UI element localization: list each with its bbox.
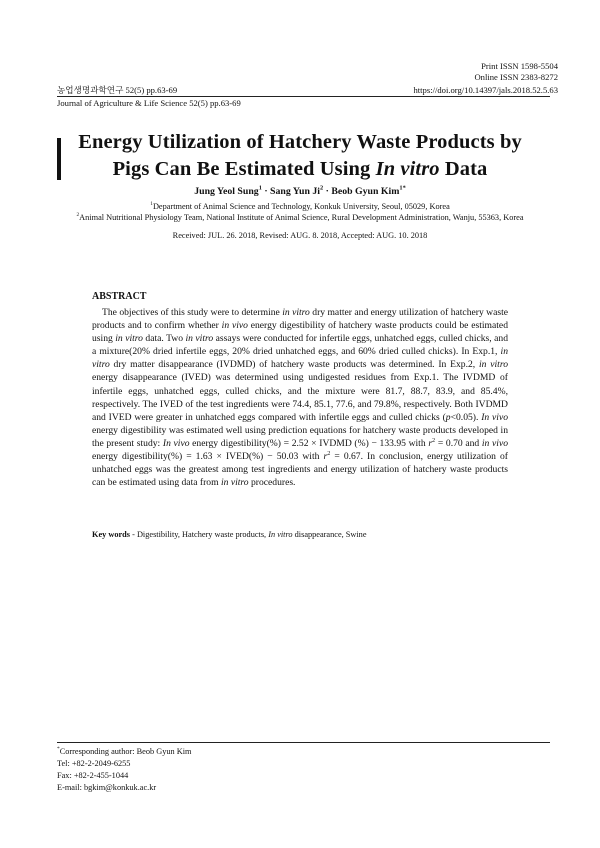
abstract-italic: in vitro (282, 307, 310, 318)
author-1: Jung Yeol Sung (194, 186, 259, 197)
author-3-affiliation: 1* (399, 184, 406, 192)
korean-journal-citation: 농업생명과학연구 52(5) pp.63-69 (57, 85, 178, 95)
corresponding-author (57, 746, 192, 757)
author-list (0, 186, 600, 197)
doi-link[interactable]: https://doi.org/10.14397/jals.2018.52.5.63 (413, 85, 558, 95)
keywords-italic: In vitro (268, 530, 293, 539)
abstract-italic: in vivo (221, 320, 248, 332)
abstract-text: energy digestibility(%) = 2.52 × IVDMD (%) − 133.95 with (189, 437, 429, 449)
keywords-label: Key words (92, 530, 131, 539)
affiliation-2 (20, 212, 580, 224)
header-rule (57, 96, 550, 97)
abstract-italic: in vitro (220, 477, 249, 489)
footnote-fax: Fax: +82-2-455-1044 (57, 771, 129, 780)
abstract-italic: in vitro (478, 359, 509, 371)
abstract-text: The objectives of this study were to determine (102, 307, 283, 318)
footnote-tel: Tel: +82-2-2049-6255 (57, 759, 131, 768)
received-dates: Received: JUL. 26. 2018, Revised: AUG. 8. 2018, Accepted: AUG. 10. 2018 (172, 231, 428, 240)
abstract-text: = 0.67. In conclusion, energy utilization of unhatched eggs was the greatest among test ingredients and energy utilization of hatchery waste products can be estimated using data from (92, 451, 508, 489)
abstract-italic: In vivo (481, 411, 509, 423)
author-3: Beob Gyun Kim (331, 186, 400, 197)
keywords (92, 530, 367, 539)
abstract-text: energy digestibility(%) = 1.63 × IVED(%) − 50.03 with (92, 451, 324, 463)
footnote-rule (57, 742, 550, 743)
abstract-text: energy digestibility was estimated well using prediction equations for hatchery waste products developed in the present study: (92, 424, 508, 449)
print-issn: Print ISSN 1598-5504 (481, 61, 558, 71)
abstract-italic: r (323, 451, 328, 463)
keywords-text: disappearance, Swine (292, 530, 367, 539)
author-separator: · (261, 186, 271, 197)
english-journal-citation: Journal of Agriculture & Life Science 52(5) pp.63-69 (57, 98, 241, 108)
title-line-2-italic: In vitro (375, 158, 440, 180)
abstract-text: data. Two (142, 333, 186, 345)
paper-title (70, 129, 530, 183)
abstract-text: dry matter and energy utilization of hatchery waste products and to confirm whether (92, 307, 508, 332)
abstract-italic: r (428, 437, 433, 449)
abstract-text: energy disappearance (IVED) was determined using undigested residues from Exp.1. The IVDMD of infertile eggs, unhatched eggs, culled chicks, and the mixture were 81.7, 88.7, 83.9, and 85.4%, respectively. The IVED of the test ingredients were 74.4, 85.1, 77.6, and 79.8%, respectively. Both IVDMD and IVED were greater in unhatched eggs compared with infertile eggs and culled chicks ( (92, 372, 508, 423)
footnote-email[interactable]: E-mail: bgkim@konkuk.ac.kr (57, 783, 157, 792)
title-line-2 (70, 156, 530, 183)
abstract-italic: in vitro (185, 333, 214, 345)
abstract-text: = 0.70 and (435, 437, 482, 449)
affiliation-2-text: Animal Nutritional Physiology Team, National Institute of Animal Science, Rural Development Administration, Wanju, 55363, Korea (79, 213, 524, 222)
title-line-2-end: Data (439, 158, 488, 180)
author-separator: · (323, 186, 332, 197)
abstract-body (92, 306, 508, 489)
title-line-1: Energy Utilization of Hatchery Waste Products by (78, 131, 522, 153)
author-2: Sang Yun Ji (270, 186, 320, 197)
abstract-italic: p (445, 411, 451, 423)
abstract-text: <0.05). (450, 411, 482, 423)
title-line-2-text: Pigs Can Be Estimated Using (112, 158, 376, 180)
corresponding-author-text: Corresponding author: Beob Gyun Kim (59, 747, 192, 756)
affiliation-2-mark: 2 (76, 212, 80, 219)
abstract-italic: in vitro (92, 346, 508, 371)
affiliation-1-mark: 1 (150, 201, 153, 208)
abstract-italic: in vitro (115, 333, 143, 345)
abstract-italic: in vivo (481, 437, 508, 449)
title-accent-bar (57, 138, 61, 180)
affiliation-1-text: Department of Animal Science and Technology, Konkuk University, Seoul, 05029, Korea (152, 202, 450, 211)
abstract-heading: ABSTRACT (92, 291, 147, 302)
abstract-text: dry matter disappearance (IVDMD) of hatchery waste products was determined. In Exp.2, (109, 359, 479, 371)
author-2-affiliation: 2 (319, 184, 324, 192)
author-1-affiliation: 1 (258, 184, 262, 192)
abstract-text: assays were conducted for infertile eggs, unhatched eggs, culled chicks, and a mixture(20% dried infertile eggs, 20% dried unhatched eggs, and 60% dried culled chicks). In Exp.1, (92, 333, 509, 358)
abstract-italic: In vivo (162, 437, 190, 449)
online-issn: Online ISSN 2383-8272 (474, 72, 558, 82)
abstract-superscript: 2 (432, 436, 436, 444)
abstract-superscript: 2 (327, 449, 331, 457)
abstract-text: energy digestibility of hatchery waste products could be estimated using (92, 320, 508, 345)
footnote-mark: * (57, 746, 60, 753)
keywords-text: - Digestibility, Hatchery waste products, (130, 530, 269, 539)
abstract-text: procedures. (248, 477, 296, 489)
